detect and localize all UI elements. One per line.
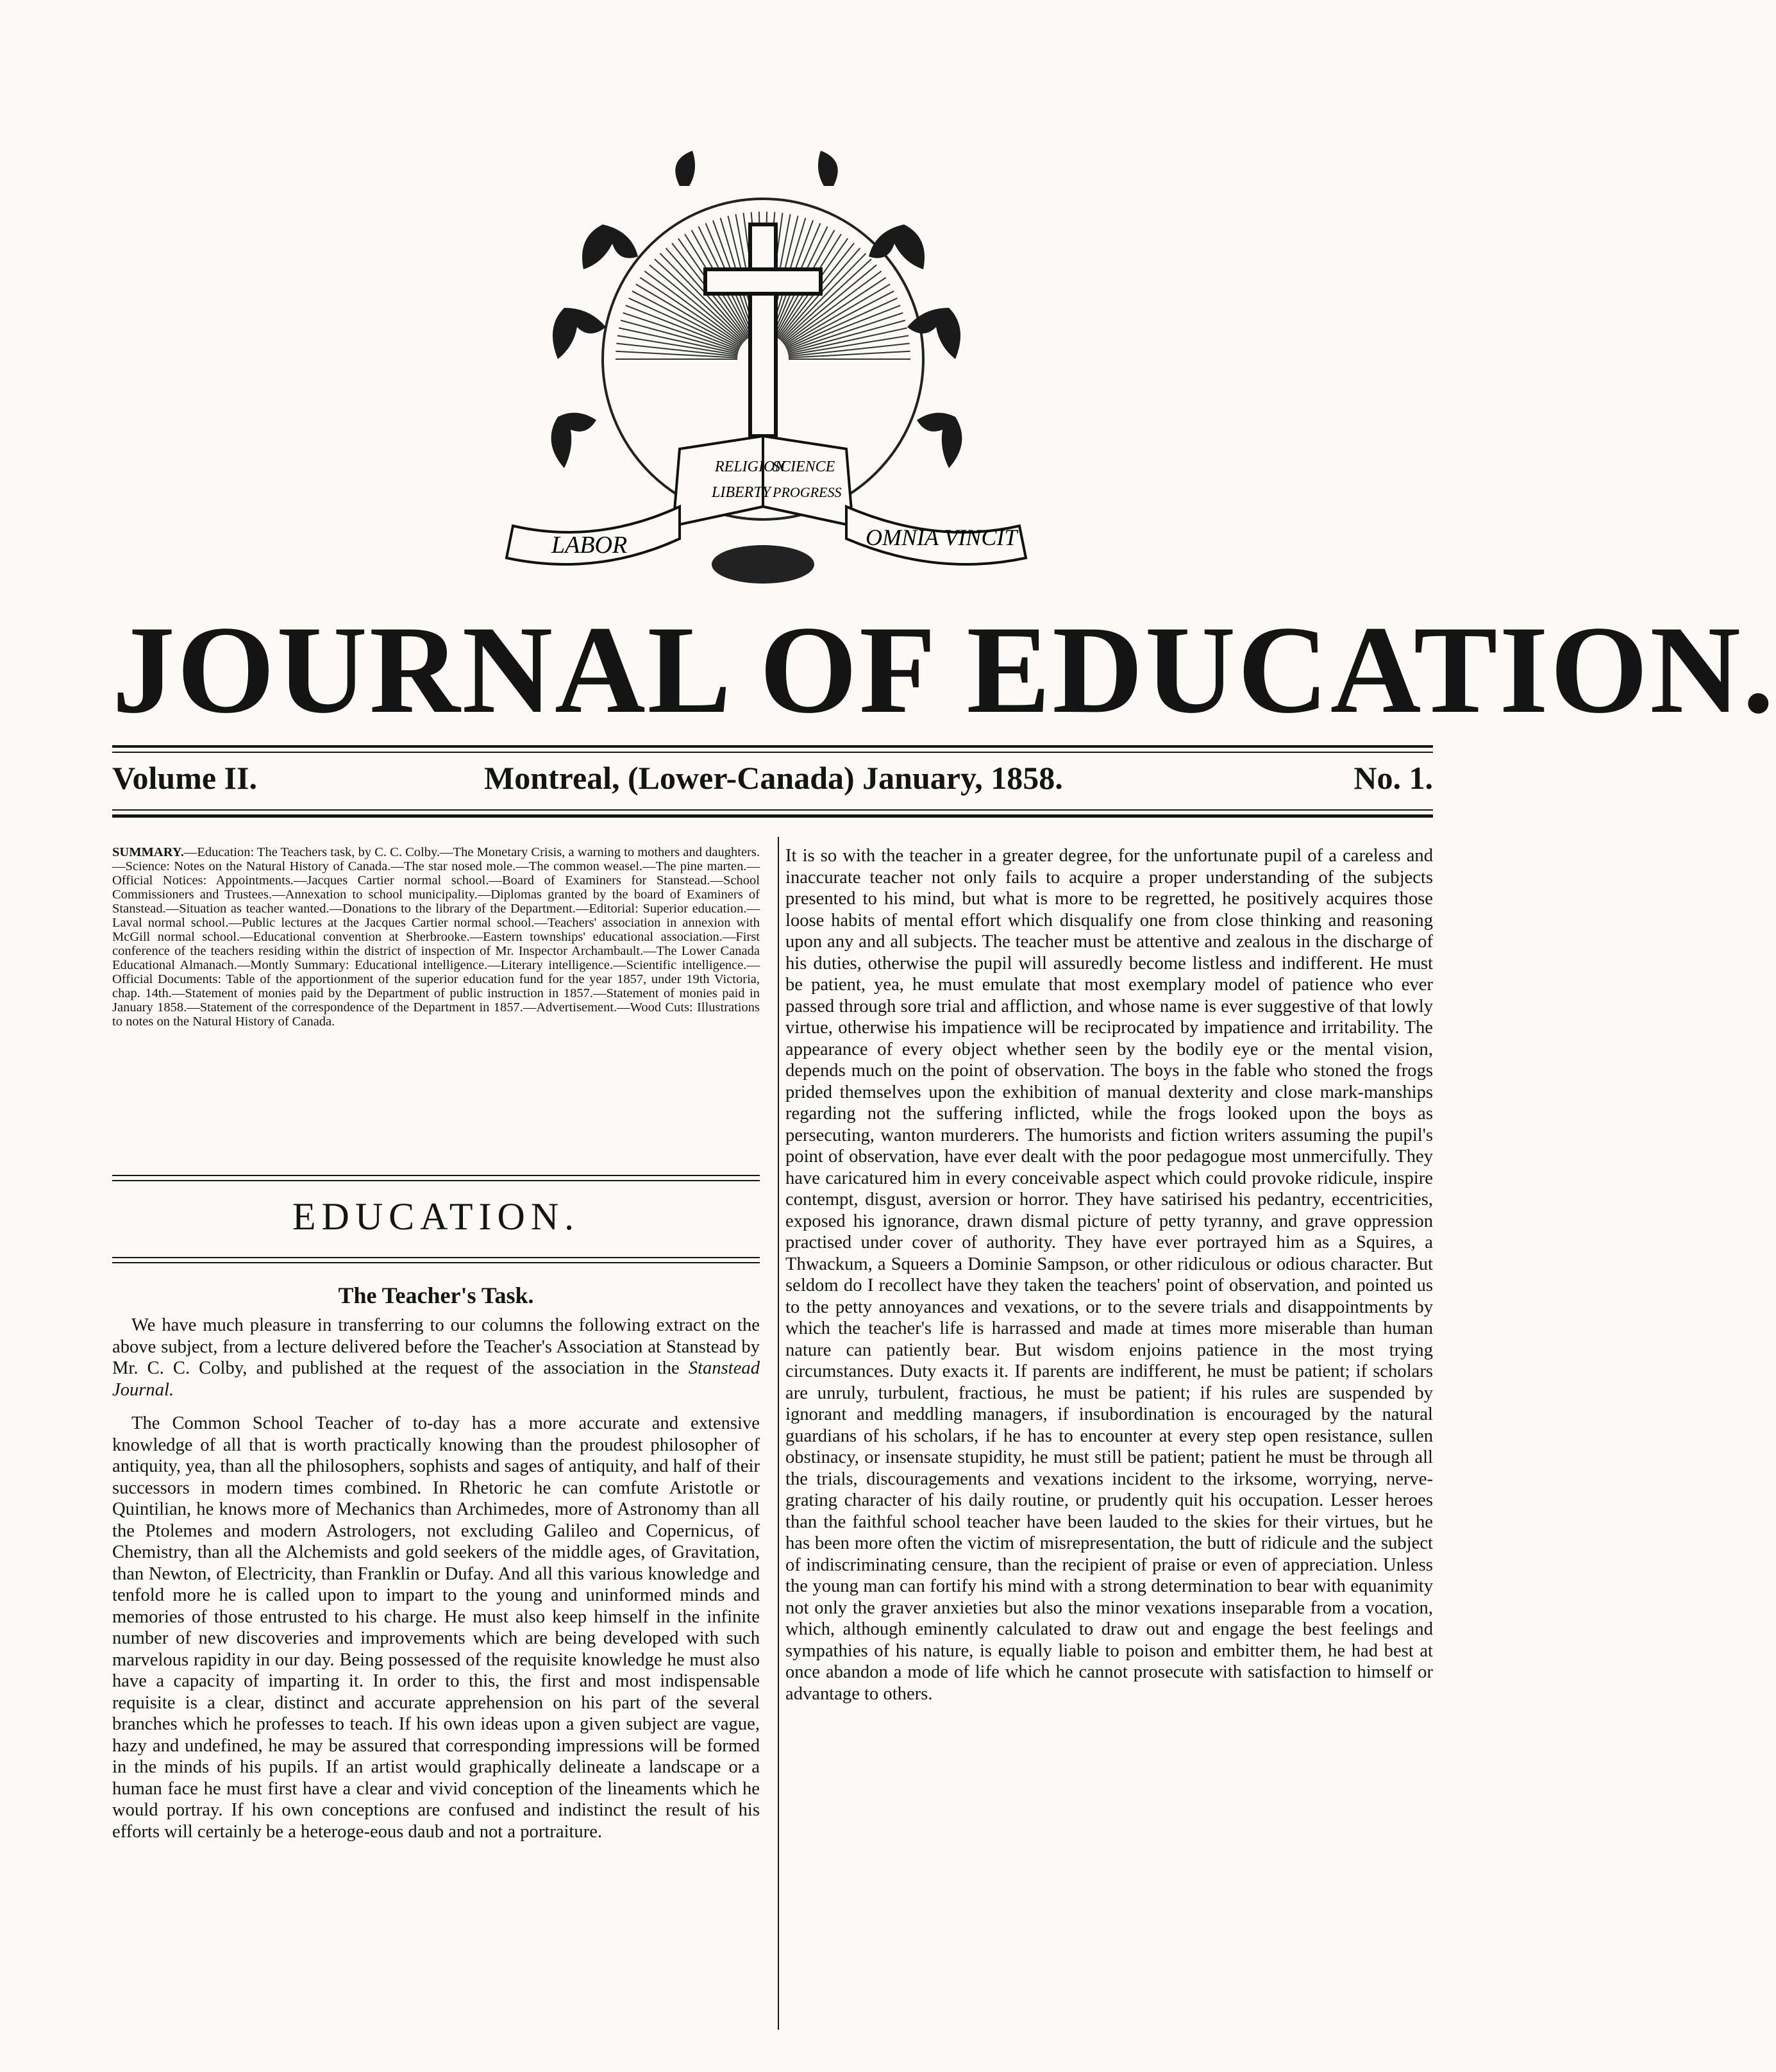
book-word-progress: PROGRESS — [773, 484, 842, 500]
volume-label: Volume II. — [112, 760, 257, 796]
section-heading: EDUCATION. — [292, 1195, 580, 1238]
column-divider — [778, 837, 779, 2030]
article-intro-text: We have much pleasure in transferring to our columns the following extract on the above subject, from a lecture delivered before the Teacher's Association at Stanstead by Mr. C. C. Colby, and published at the request of the association in the — [112, 1315, 760, 1378]
sunburst-ray — [621, 320, 738, 352]
article-body-right: It is so with the teacher in a greater degree, for the unfortunate pupil of a careless and inaccurate teacher not only fails to acquire a proper understanding of the subjects presented to his mind, but what is more to be regretted, he positively acquires those loose habits of mental effort which disqualify one from close thinking and reasoning upon any and all subjects. The teacher must be attentive and zealous in the discharge of his duties, otherwise the pupil will assuredly become listless and indifferent. He must be patient, yea, he must emulate that most exemplary model of patience who ever passed through sore trial and affliction, and whose name is ever suggestive of that lowly virtue, otherwise his impatience will be reciprocated by impatience and irritability. The appearance of every object whether seen by the bodily eye or the mental vision, depends much on the point of observation. The boys in the fable who stoned the frogs prided themselves upon the exhibition of manual dexterity and close mark-manships regarding not the suffering inflicted, while the frogs looked upon the boys as persecuting, wanton murderers. The humorists and fiction writers assuming the pupil's point of observation, have ever dealt with the poor pedagogue most unmercifully. They have caricatured him in every conceivable aspect which could provoke ridicule, inspire contempt, disgust, aversion or horror. They have satirised his pedantry, eccentricities, exposed his ignorance, drawn dismal picture of petty tyranny, and grave oppression practised under cover of authority. They have ever portrayed him as a Squires, a Thwackum, a Squeers a Dominie Sampson, or other ridiculous or odious character. But seldom do I recollect have they taken the teachers' point of observation, and pointed us to the petty annoyances and vexations, or to the severe trials and disappointments by which the teacher's life is harrassed and made at times more miserable than human nature can patiently bear. But wisdom enjoins patience in the most trying circumstances. Duty exacts it. If parents are indifferent, he must be patient; if scholars are unruly, turbulent, fractious, he must be patient; if his rules are suspended by ignorant and meddling managers, if insubordination is encouraged by the natural guardians of his scholars, if he has to encounter at every step open resistance, sullen obstinacy, or insensate stupidity, he must still be patient; patient he must be through all the trials, discouragements and vexations incident to the irksome, worrying, nerve-grating character of his daily routine, or prudently quit his occupation. Lesser heroes than the faithful school teacher have been lauded to the skies for their virtues, but he has been more often the victim of misrepresentation, the butt of ridicule and the subject of indiscriminating censure, than the recipient of praise or even of appreciation. Unless the young man can fortify his mind with a strong determination to bear with equanimity not only the graver anxieties but also the minor vexations inseparable from a vocation, which, although eminently calculated to draw out and engage the best feelings and sympathies of his nature, is equally liable to poison and embitter them, he had best at once abandon a mode of life which he cannot prosecute with satisfaction to himself or advantage to others. — [785, 846, 1433, 1704]
rule-summary-bottom-2 — [112, 1180, 760, 1181]
banner-omnia-vincit: OMNIA VINCIT — [866, 525, 1018, 550]
summary-block — [112, 845, 760, 1029]
sunburst-ray — [788, 320, 905, 352]
dateline: Montreal, (Lower-Canada) January, 1858. — [484, 760, 1063, 796]
banner-labor: LABOR — [551, 532, 628, 559]
book-word-religion: RELIGION — [715, 459, 785, 475]
article-title: The Teacher's Task. — [338, 1283, 534, 1308]
cross-wreath-emblem-icon — [487, 147, 1039, 609]
rule-section-bottom — [112, 1257, 760, 1258]
rule-mid-thick — [112, 814, 1433, 818]
article-intro-source: Stanstead Journal. — [112, 1358, 760, 1400]
rule-mid-thin — [112, 809, 1433, 811]
sunburst-ray — [629, 298, 740, 349]
rule-section-bottom-2 — [112, 1262, 760, 1263]
issue-number: No. 1. — [1353, 760, 1433, 796]
article-body-left: The Common School Teacher of to-day has a more accurate and extensive knowledge of all that is worth practically knowing than the proudest philosopher of antiquity, yea, than all the philosophers, sophists and sages of antiquity, and half of their successors in modern times combined. In Rhetoric he can comfute Aristotle or Quintilian, he knows more of Mechanics than Archimedes, more of Astronomy than all the Ptolemes and modern Astrologers, not excluding Galileo and Copernicus, of Chemistry, than all the Alchemists and gold seekers of the middle ages, of Gravitation, than Newton, of Electricity, than Franklin or Dufay. And all this various knowledge and tenfold more he is called upon to impart to the young and uninformed minds and memories of those entrusted to his charge. He must also keep himself in the infinite number of new discoveries and improvements which are being developed with such marvelous rapidity in our day. Being possessed of the requisite knowledge he must also have a capacity of imparting it. In order to this, the first and most indispensable requisite is a clear, distinct and accurate apprehension on his part of the several branches which he professes to teach. If his own ideas upon a given subject are vague, hazy and undefined, he may be assured that corresponding impressions will be formed in the minds of his pupils. If an artist would graphically delineate a landscape or a human face he must first have a clear and vivid conception of the lineaments which he would portray. If his own conceptions are confused and indistinct the result of his efforts will certainly be a heteroge-eous daub and not a portraiture. — [112, 1413, 760, 1842]
summary-label: SUMMARY. — [112, 845, 184, 859]
rule-summary-bottom — [112, 1175, 760, 1176]
sunburst-ray — [786, 298, 897, 349]
summary-text: —Education: The Teachers task, by C. C. Colby.—The Monetary Crisis, a warning to mothers and daughters.—Science: Notes on the Natural History of Canada.—The star nosed mole.—The common weasel.—The pine marten.—Official Notices: Appointments.—Jacques Cartier normal school.—Board of Examiners for Stanstead.—School Commissioners and Trustees.—Annexation to school municipality.—Diplomas granted by the board of Examiners of Stanstead.—Situation as teacher wanted.—Donations to the library of the Department.—Editorial: Superior education.—Laval normal school.—Public lectures at the Jacques Cartier normal school.—Teachers' association in annexion with McGill normal school.—Educational convention at Sherbrooke.—Eastern townships' educational association.—First conference of the teachers residing within the district of inspection of Mr. Inspector Archambault.—The Lower Canada Educational Almanach.—Montly Summary: Educational intelligence.—Literary intelligence.—Scientific intelligence.—Official Documents: Table of the apportionment of the superior education fund for the year 1857, under 19th Victoria, chap. 14th.—Statement of monies paid by the Department of public instruction in 1857.—Statement of monies paid in January 1858.—Statement of the correspondence of the Department in 1857.—Advertisement.—Wood Cuts: Illustrations to notes on the Natural History of Canada. — [112, 845, 760, 1029]
issue-line — [112, 755, 1433, 800]
book-word-science: SCIENCE — [773, 459, 835, 475]
masthead-title: JOURNAL OF EDUCATION. — [112, 600, 1776, 739]
article-intro — [112, 1315, 760, 1401]
rule-top-thick — [112, 745, 1433, 748]
book-word-liberty: LIBERTY — [712, 484, 771, 501]
rule-top-thin — [112, 752, 1433, 753]
